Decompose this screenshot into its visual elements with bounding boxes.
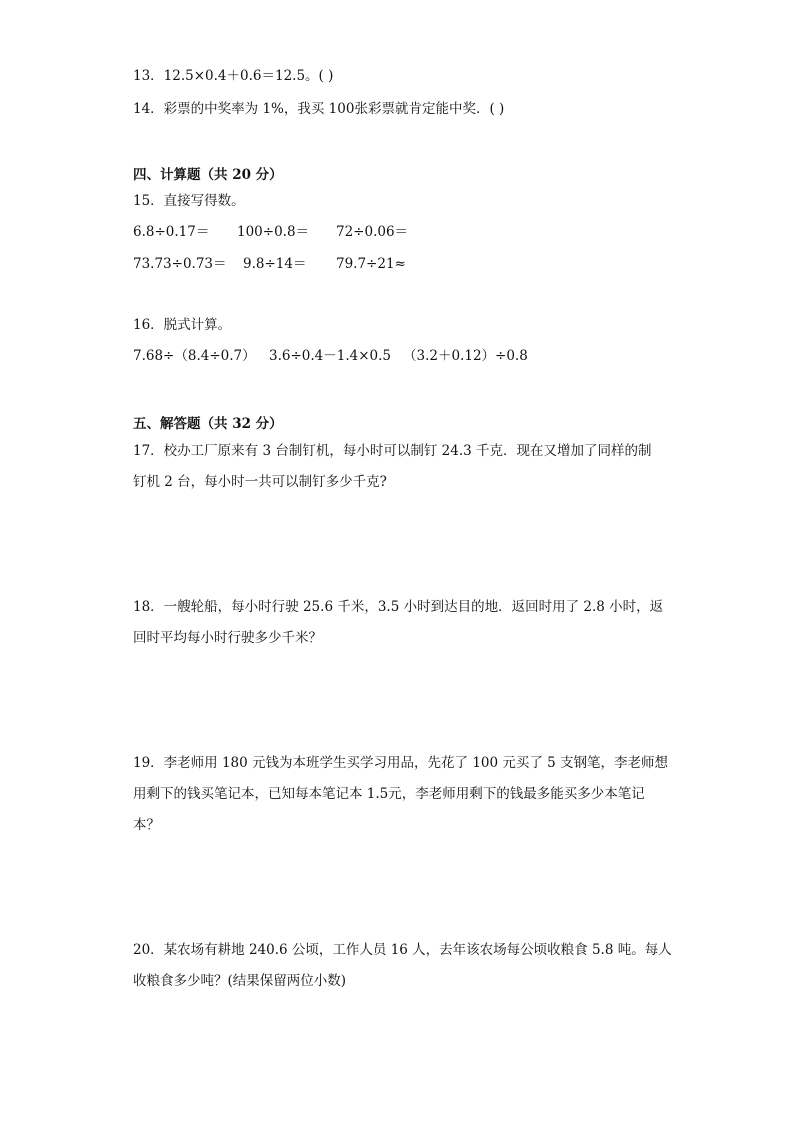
q15-item: 100÷0.8＝: [237, 224, 310, 240]
question-14: 14．彩票的中奖率为 1%，我买 100张彩票就肯定能中奖．( ): [133, 101, 505, 117]
question-19-line-3: 本？: [133, 817, 160, 833]
question-20-line-2: 收粮食多少吨？(结果保留两位小数): [133, 973, 347, 989]
question-16-prompt: 16．脱式计算。: [133, 317, 232, 333]
question-17-line-2: 钉机 2 台，每小时一共可以制钉多少千克?: [133, 474, 387, 490]
q15-item: 79.7÷21≈: [336, 256, 406, 272]
question-18-line-1: 18．一艘轮船，每小时行驶 25.6 千米，3.5 小时到达目的地．返回时用了 2.8 小时，返: [133, 599, 664, 615]
question-20-line-1: 20．某农场有耕地 240.6 公顷，工作人员 16 人，去年该农场每公顷收粮食 5.8 吨。每人: [133, 942, 672, 958]
question-17-line-1: 17．校办工厂原来有 3 台制钉机，每小时可以制钉 24.3 千克．现在又增加了同样的制: [133, 443, 652, 459]
question-15-prompt: 15．直接写得数。: [133, 193, 245, 209]
q16-item: 3.6÷0.4－1.4×0.5: [269, 348, 392, 364]
q15-item: 72÷0.06＝: [336, 224, 409, 240]
q16-item: （3.2＋0.12）÷0.8: [403, 348, 528, 364]
q16-item: 7.68÷（8.4÷0.7）: [133, 348, 256, 364]
question-18-line-2: 回时平均每小时行驶多少千米？: [133, 630, 322, 646]
question-13: 13．12.5×0.4＋0.6＝12.5。( ): [133, 68, 334, 84]
q15-item: 73.73÷0.73＝: [133, 256, 227, 272]
section-5-title: 五、解答题（共 32 分）: [133, 416, 283, 432]
question-19-line-1: 19．李老师用 180 元钱为本班学生买学习用品，先花了 100 元买了 5 支钢笔，李老师想: [133, 755, 669, 771]
q15-item: 6.8÷0.17＝: [133, 224, 210, 240]
q15-item: 9.8÷14＝: [243, 256, 307, 272]
question-19-line-2: 用剩下的钱买笔记本，已知每本笔记本 1.5元，李老师用剩下的钱最多能买多少本笔记: [133, 786, 645, 802]
section-4-title: 四、计算题（共 20 分）: [133, 167, 283, 183]
